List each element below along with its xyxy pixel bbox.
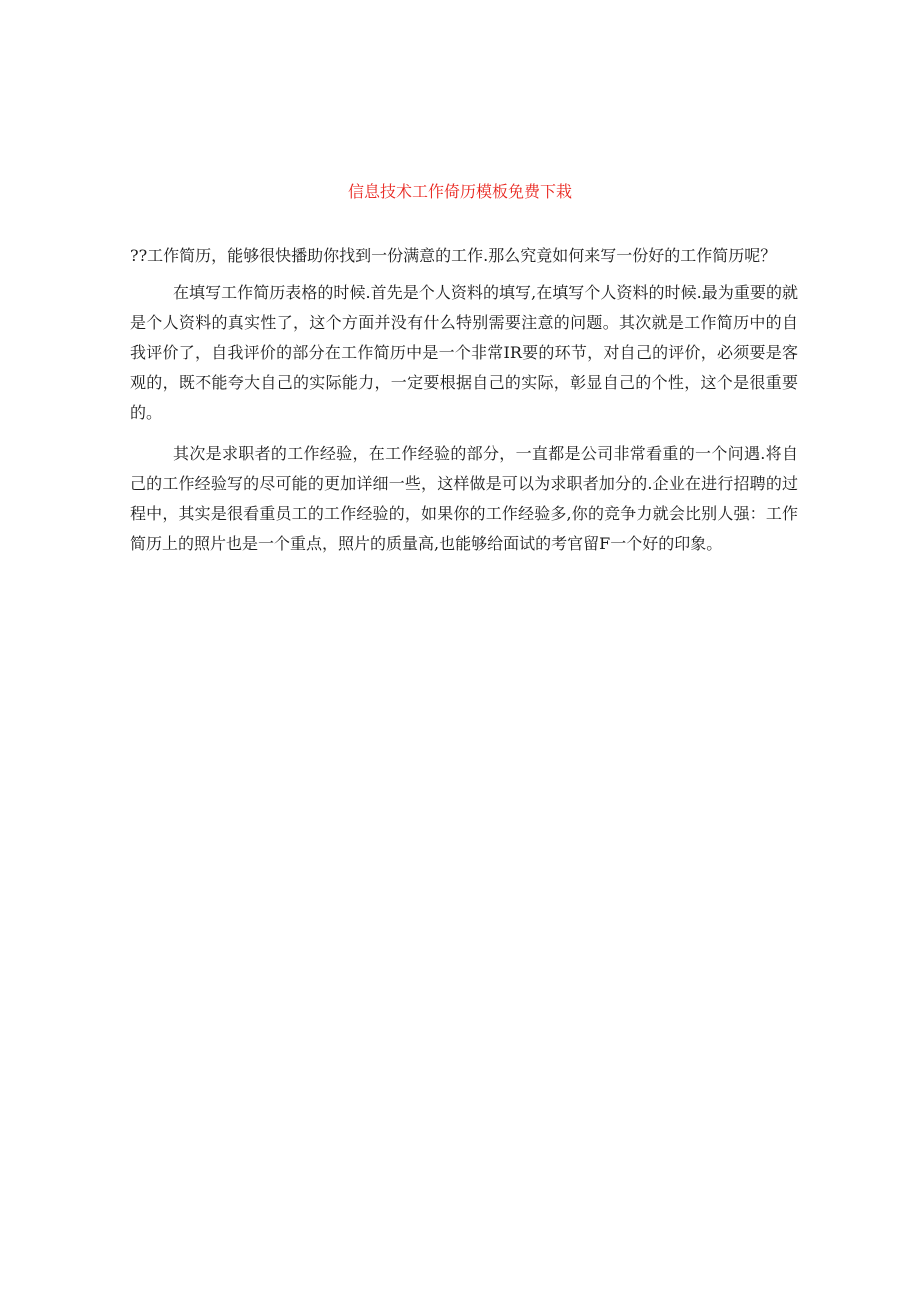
paragraph-personal-info: 在填写工作简历表格的时候.首先是个人资料的填写,在填写个人资料的时候.最为重要的就是个人资料的真实性了，这个方面并没有什么特别需要注意的问题。其次就是工作简历中的自我评价了，自我评价的部分在工作简历中是一个非常IR要的环节，对自己的评价，必须要是客观的，既不能夸大自己的实际能力，一定要根据自己的实际，彰显自己的个性，这个是很重要的。 <box>130 283 798 422</box>
paragraph-work-experience: 其次是求职者的工作经验，在工作经验的部分，一直都是公司非常看重的一个问遇.将自己的工作经验写的尽可能的更加详细一些，这样做是可以为求职者加分的.企业在进行招聘的过程中，其实是很看重员工的工作经验的，如果你的工作经验多,你的竞争力就会比别人强：工作简历上的照片也是一个重点，照片的质量高,也能够给面试的考官留F一个好的印象。 <box>130 444 798 553</box>
document-title: 信息技术工作倚历模板免费下栽 <box>347 182 572 201</box>
document-body <box>130 241 798 559</box>
paragraph-intro: ??工作简历，能够很快播助你找到一份满意的工作.那么究竟如何来写一份好的工作简历呢？ <box>130 246 777 265</box>
